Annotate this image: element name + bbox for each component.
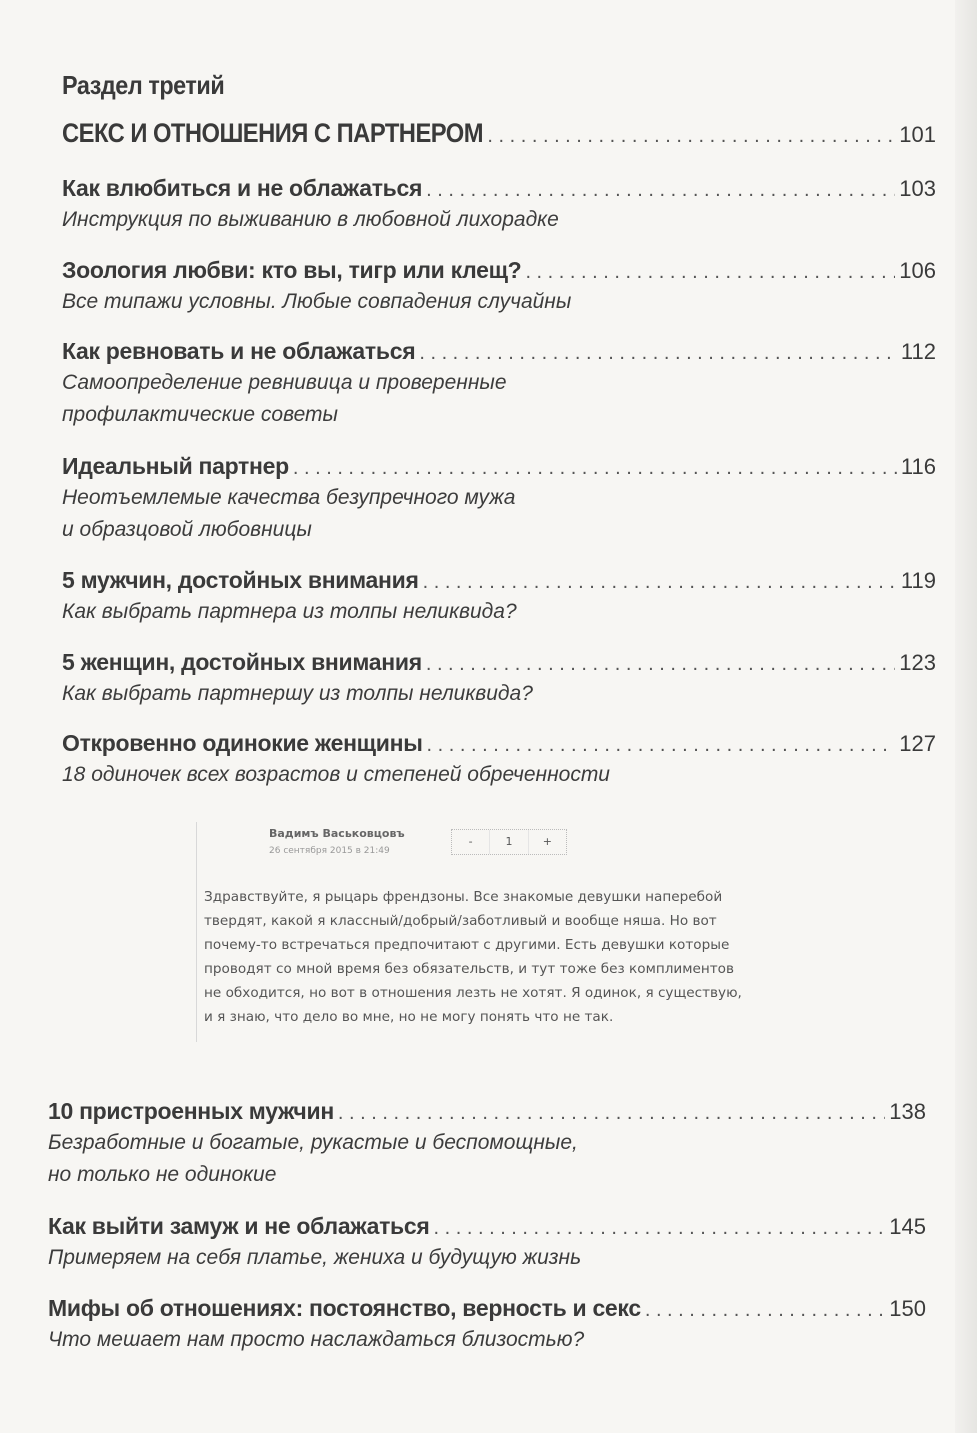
toc-section-heading[interactable] [62,118,936,149]
toc-leader-dots [293,457,897,480]
toc-page-number: 101 [899,122,936,147]
toc-leader-dots [487,125,895,148]
comment-vote-widget [451,829,567,855]
toc-entry-title: Мифы об отношениях: постоянство, верность и секс [48,1295,641,1321]
toc-entry[interactable] [48,1213,926,1274]
toc-leader-dots [423,571,897,594]
toc-leader-dots [426,179,895,202]
toc-entry-subtitle: Примеряем на себя платье, жениха и будущую жизнь [48,1246,582,1269]
toc-entry[interactable] [62,730,936,791]
toc-page-number: 145 [889,1214,926,1239]
toc-entry-subtitle: Инструкция по выживанию в любовной лихорадке [62,208,559,231]
toc-page-number: 123 [899,650,936,675]
toc-entry-title: Как выйти замуж и не облажаться [48,1213,430,1239]
comment-date: 26 сентября 2015 в 21:49 [269,846,390,856]
toc-entry-subtitle: Все типажи условны. Любые совпадения случайны [62,290,572,313]
toc-entry[interactable] [62,338,936,431]
toc-page-number: 138 [889,1099,926,1124]
toc-leader-dots [419,342,897,365]
toc-entry-subtitle: Как выбрать партнера из толпы неликвида? [62,600,517,623]
toc-entry-title: Как ревновать и не облажаться [62,338,416,364]
toc-entry-subtitle: Неотъемлемые качества безупречного мужа [62,486,516,509]
toc-entry-title: 10 пристроенных мужчин [48,1098,334,1124]
section-label: Раздел третий [62,70,225,100]
toc-entry-subtitle: Безработные и богатые, рукастые и беспомощные, [48,1131,578,1154]
toc-entry-title: Зоология любви: кто вы, тигр или клещ? [62,257,522,283]
toc-page-number: 116 [900,454,936,479]
toc-entry-title: Откровенно одинокие женщины [62,730,423,756]
toc-entry[interactable] [48,1098,926,1191]
toc-leader-dots [434,1217,886,1240]
toc-page-number: 103 [899,176,936,201]
toc-page-number: 112 [900,339,936,364]
toc-page-number: 127 [899,731,936,756]
toc-entry-subtitle: Как выбрать партнершу из толпы неликвида? [62,682,533,705]
toc-section-title: СЕКС И ОТНОШЕНИЯ С ПАРТНЕРОМ [62,118,483,148]
toc-page-number: 106 [899,258,936,283]
toc-leader-dots [338,1102,885,1125]
toc-entry-subtitle: Что мешает нам просто наслаждаться близостью? [48,1328,585,1351]
toc-entry-subtitle: но только не одинокие [48,1163,277,1186]
toc-entry-subtitle: профилактические советы [62,403,338,426]
vote-count: 1 [489,830,528,854]
vote-up-button[interactable]: + [542,835,552,848]
toc-page-number: 119 [900,568,936,593]
comment-text: Здравствуйте, я рыцарь френдзоны. Все знакомые девушки наперебой твердят, какой я классный/добрый/заботливый и вообще няша. Но вот почему-то встречаться предпочитают с другими. Есть девушки которые проводят со мной время без обязательств, и тут тоже без комплиментов не обходится, но вот в отношения лезть не хотят. Я одинок, я существую, и я знаю, что дело во мне, но не могу понять что не так. [204,889,742,1025]
comment-author: Вадимъ Васьковцовъ [269,827,405,840]
toc-entry-subtitle: 18 одиночек всех возрастов и степеней обреченности [62,763,610,786]
toc-entry[interactable] [62,567,936,628]
toc-entry[interactable] [48,1295,926,1356]
toc-leader-dots [645,1299,885,1322]
toc-entry[interactable] [62,649,936,710]
toc-entry-title: 5 мужчин, достойных внимания [62,567,419,593]
toc-entry[interactable] [62,175,936,236]
toc-entry[interactable] [62,453,936,546]
toc-leader-dots [525,261,895,284]
toc-entry-title: Как влюбиться и не облажаться [62,175,423,201]
toc-entry-subtitle: Самоопределение ревнивица и проверенные [62,371,507,394]
toc-page-number: 150 [889,1296,926,1321]
toc-entry-subtitle: и образцовой любовницы [62,518,312,541]
vote-down-button[interactable]: - [468,835,473,848]
toc-leader-dots [426,653,895,676]
page-edge-shadow [955,0,977,1433]
embedded-comment [196,822,757,1042]
toc-entry-title: Идеальный партнер [62,453,289,479]
toc-entry-title: 5 женщин, достойных внимания [62,649,422,675]
toc-entry[interactable] [62,257,936,318]
toc-leader-dots [427,734,896,757]
